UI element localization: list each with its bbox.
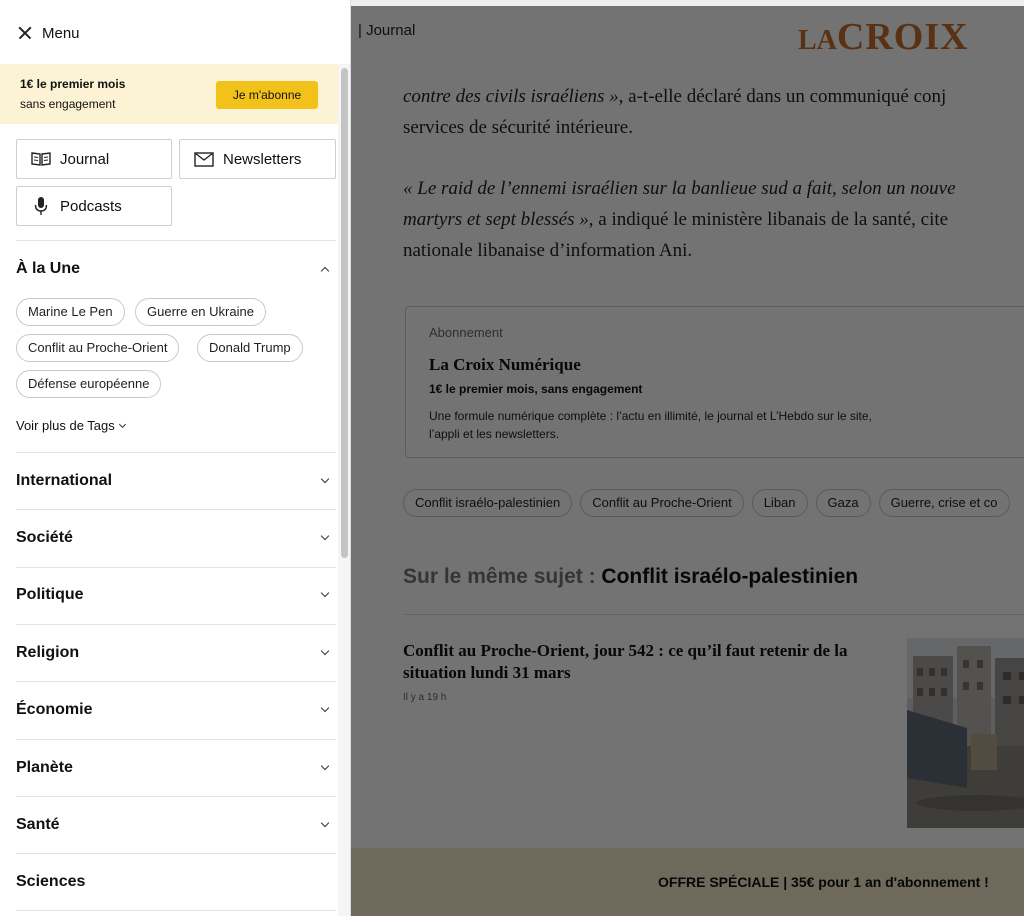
close-menu-button[interactable] xyxy=(16,24,80,42)
section-label: Politique xyxy=(16,586,84,603)
une-title: À la Une xyxy=(16,260,81,277)
chevron-down-icon xyxy=(321,647,329,655)
subscribe-banner xyxy=(0,64,338,124)
section-label: International xyxy=(16,472,113,489)
journal-label: Journal xyxy=(60,150,110,168)
section-politique[interactable] xyxy=(16,583,336,607)
mail-icon xyxy=(193,148,215,170)
section-societe[interactable] xyxy=(16,526,336,550)
chevron-down-icon xyxy=(321,475,329,483)
section-label: Sciences xyxy=(16,873,86,890)
drawer-divider xyxy=(16,739,336,740)
chevron-down-icon xyxy=(119,421,126,428)
une-tag[interactable]: Défense européenne xyxy=(16,370,161,398)
dim-overlay[interactable] xyxy=(351,6,1024,916)
drawer-divider xyxy=(16,853,336,854)
section-label: Religion xyxy=(16,644,80,661)
chevron-down-icon xyxy=(321,704,329,712)
banner-offer: 1€ le premier mois xyxy=(20,77,126,91)
journal-button[interactable] xyxy=(16,139,172,179)
section-label: Économie xyxy=(16,701,93,718)
drawer-header xyxy=(0,0,351,64)
une-tag[interactable]: Donald Trump xyxy=(197,334,303,362)
microphone-icon xyxy=(30,195,52,217)
chevron-down-icon xyxy=(321,589,329,597)
drawer-divider xyxy=(16,240,336,241)
podcasts-label: Podcasts xyxy=(60,197,122,215)
une-tag[interactable]: Marine Le Pen xyxy=(16,298,125,326)
drawer-divider xyxy=(16,681,336,682)
une-tag[interactable]: Conflit au Proche-Orient xyxy=(16,334,179,362)
more-tags-label: Voir plus de Tags xyxy=(16,418,115,433)
drawer-divider xyxy=(16,452,336,453)
section-religion[interactable] xyxy=(16,641,336,665)
newspaper-icon xyxy=(30,148,52,170)
chevron-down-icon xyxy=(321,819,329,827)
more-tags-button[interactable] xyxy=(16,418,125,433)
drawer-divider xyxy=(16,567,336,568)
section-label: Société xyxy=(16,529,73,546)
subscribe-button[interactable]: Je m'abonne xyxy=(216,81,318,109)
section-planete[interactable] xyxy=(16,756,336,780)
chevron-down-icon xyxy=(321,532,329,540)
section-international[interactable] xyxy=(16,469,336,493)
drawer-divider xyxy=(16,910,336,911)
drawer-scrollbar-thumb[interactable] xyxy=(341,68,348,558)
newsletters-label: Newsletters xyxy=(223,150,302,168)
banner-note: sans engagement xyxy=(20,97,116,111)
drawer-divider xyxy=(16,509,336,510)
section-economie[interactable] xyxy=(16,698,336,722)
chevron-up-icon xyxy=(321,267,329,275)
une-section-toggle[interactable] xyxy=(16,260,336,280)
menu-label: Menu xyxy=(42,24,80,42)
podcasts-button[interactable] xyxy=(16,186,172,226)
chevron-down-icon xyxy=(321,762,329,770)
close-icon xyxy=(16,24,34,42)
drawer-divider xyxy=(16,796,336,797)
navigation-drawer xyxy=(0,0,351,916)
section-label: Planète xyxy=(16,759,73,776)
une-tag[interactable]: Guerre en Ukraine xyxy=(135,298,266,326)
newsletters-button[interactable] xyxy=(179,139,336,179)
section-sciences[interactable] xyxy=(16,870,336,894)
drawer-divider xyxy=(16,624,336,625)
section-sante[interactable] xyxy=(16,813,336,837)
section-label: Santé xyxy=(16,816,60,833)
